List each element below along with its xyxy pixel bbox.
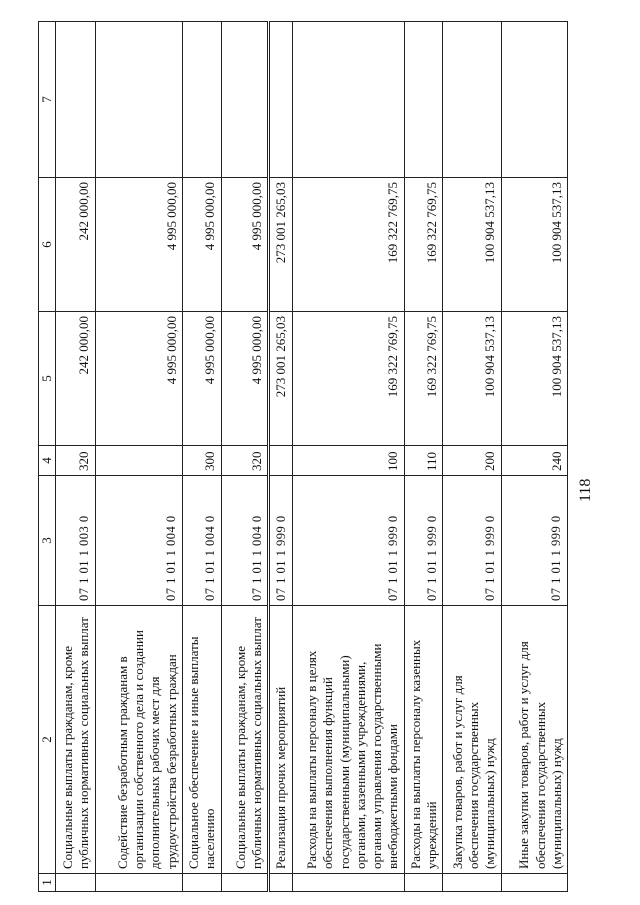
row-expense-type: 110 — [404, 446, 443, 476]
header-col-3: 3 — [39, 476, 56, 606]
row-code: 07 1 01 1 999 0 — [443, 476, 501, 606]
row-value-6: 169 322 769,75 — [404, 178, 443, 312]
row-value-6: 4 995 000,00 — [182, 178, 221, 312]
header-col-2: 2 — [39, 606, 56, 874]
row-col-7 — [95, 22, 182, 178]
row-marker — [269, 874, 292, 892]
row-code: 07 1 01 1 999 0 — [269, 476, 292, 606]
row-expense-type: 320 — [56, 446, 95, 476]
row-value-5: 242 000,00 — [56, 312, 95, 446]
row-code: 07 1 01 1 004 0 — [221, 476, 269, 606]
header-col-5: 5 — [39, 312, 56, 446]
row-value-6: 169 322 769,75 — [292, 178, 404, 312]
row-col-7 — [56, 22, 95, 178]
row-expense-type: 300 — [182, 446, 221, 476]
header-row — [39, 22, 56, 892]
row-value-5: 100 904 537,13 — [443, 312, 501, 446]
header-col-6: 6 — [39, 178, 56, 312]
row-value-6: 4 995 000,00 — [95, 178, 182, 312]
row-code: 07 1 01 1 003 0 — [56, 476, 95, 606]
row-col-7 — [221, 22, 269, 178]
row-name: Социальные выплаты гражданам, кроме публичных нормативных социальных выплат — [56, 606, 95, 874]
table-row — [182, 22, 221, 892]
row-code: 07 1 01 1 999 0 — [501, 476, 567, 606]
row-value-6: 100 904 537,13 — [443, 178, 501, 312]
row-value-5: 100 904 537,13 — [501, 312, 567, 446]
row-name: Социальные выплаты гражданам, кроме публичных нормативных социальных выплат — [221, 606, 269, 874]
row-name: Расходы на выплаты персоналу в целях обеспечения выполнения функций государственными (муниципальными) органами, казенными учреждениями, органами управления государственными внебюджетными фондами — [292, 606, 404, 874]
row-col-7 — [443, 22, 501, 178]
table-row — [501, 22, 567, 892]
row-value-5: 4 995 000,00 — [95, 312, 182, 446]
header-col-1: 1 — [39, 874, 56, 892]
row-marker — [443, 874, 501, 892]
row-expense-type: 200 — [443, 446, 501, 476]
budget-table — [38, 21, 568, 892]
row-name: Социальное обеспечение и иные выплаты населению — [182, 606, 221, 874]
row-expense-type — [269, 446, 292, 476]
row-value-5: 169 322 769,75 — [404, 312, 443, 446]
row-marker — [221, 874, 269, 892]
row-name: Иные закупки товаров, работ и услуг для обеспечения государственных (муниципальных) нужд — [501, 606, 567, 874]
row-marker — [292, 874, 404, 892]
row-name: Реализация прочих мероприятий — [269, 606, 292, 874]
row-expense-type — [95, 446, 182, 476]
header-col-7: 7 — [39, 22, 56, 178]
row-value-5: 4 995 000,00 — [182, 312, 221, 446]
row-marker — [501, 874, 567, 892]
row-value-6: 273 001 265,03 — [269, 178, 292, 312]
row-name: Расходы на выплаты персоналу казенных учреждений — [404, 606, 443, 874]
table-row — [443, 22, 501, 892]
row-value-6: 100 904 537,13 — [501, 178, 567, 312]
row-value-5: 4 995 000,00 — [221, 312, 269, 446]
row-code: 07 1 01 1 004 0 — [182, 476, 221, 606]
row-marker — [404, 874, 443, 892]
row-code: 07 1 01 1 004 0 — [95, 476, 182, 606]
row-name: Содействие безработным гражданам в организации собственного дела и создании дополнительных рабочих мест для трудоустройства безработных граждан — [95, 606, 182, 874]
row-expense-type: 320 — [221, 446, 269, 476]
table-row — [292, 22, 404, 892]
row-code: 07 1 01 1 999 0 — [292, 476, 404, 606]
table-row — [221, 22, 269, 892]
row-value-6: 242 000,00 — [56, 178, 95, 312]
table-row — [56, 22, 95, 892]
row-value-6: 4 995 000,00 — [221, 178, 269, 312]
header-col-4: 4 — [39, 446, 56, 476]
row-name: Закупка товаров, работ и услуг для обеспечения государственных (муниципальных) нужд — [443, 606, 501, 874]
table-row — [95, 22, 182, 892]
row-code: 07 1 01 1 999 0 — [404, 476, 443, 606]
row-value-5: 169 322 769,75 — [292, 312, 404, 446]
row-expense-type: 240 — [501, 446, 567, 476]
row-col-7 — [292, 22, 404, 178]
rotated-page-content — [38, 22, 604, 892]
page-number: 118 — [577, 478, 594, 502]
table-row — [404, 22, 443, 892]
row-col-7 — [404, 22, 443, 178]
row-col-7 — [269, 22, 292, 178]
row-col-7 — [182, 22, 221, 178]
row-value-5: 273 001 265,03 — [269, 312, 292, 446]
row-expense-type: 100 — [292, 446, 404, 476]
row-marker — [182, 874, 221, 892]
row-marker — [56, 874, 95, 892]
row-marker — [95, 874, 182, 892]
table-row — [269, 22, 292, 892]
row-col-7 — [501, 22, 567, 178]
